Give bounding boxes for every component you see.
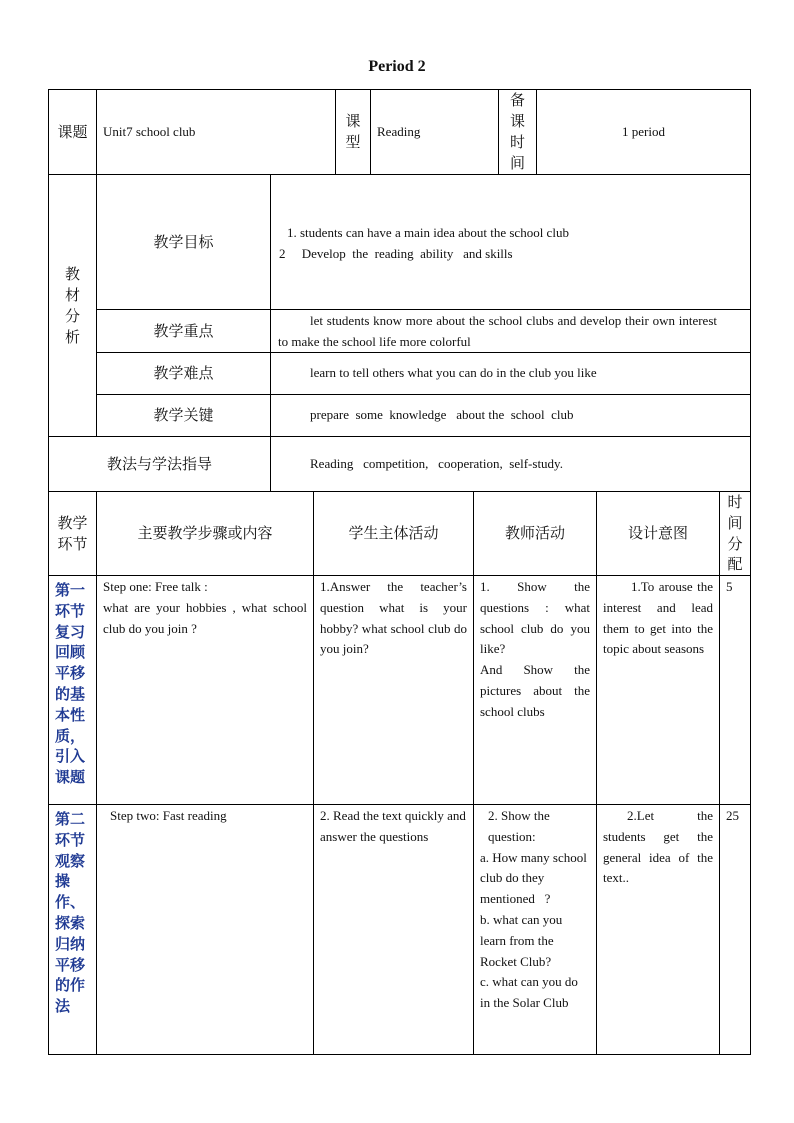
- student-line: 1.Answer the teacher’s question what is your hobby? what school club do you join?: [320, 579, 467, 657]
- student-cell: [313, 804, 473, 1055]
- prep-value: 1 period: [536, 89, 751, 174]
- prep-label: 备课时间: [509, 91, 525, 172]
- analysis-label-cell: [48, 174, 96, 436]
- content-line: what are your hobbies , what school club do you join ?: [103, 599, 307, 636]
- student-line: 2. Read the text quickly and answer the questions: [320, 808, 466, 844]
- key-label: 教学重点: [96, 309, 270, 352]
- key-cell: [270, 309, 751, 352]
- content-header: 主要教学步骤或内容: [96, 491, 313, 575]
- teacher-line: And Show the pictures about the school clubs: [480, 662, 590, 719]
- topic-label: 课题: [48, 89, 96, 174]
- crux-text: prepare some knowledge about the school club: [270, 394, 751, 436]
- teacher-line: a. How many school club do they: [480, 849, 587, 886]
- content-cell: [96, 804, 313, 1055]
- stage-cell: [48, 575, 96, 804]
- time-value: 25: [726, 808, 739, 823]
- content-cell: [96, 575, 313, 804]
- intent-cell: [596, 804, 719, 1055]
- intent-header: 设计意图: [596, 491, 719, 575]
- teacher-cell: [473, 575, 596, 804]
- method-text: Reading competition, cooperation, self-study.: [270, 436, 751, 491]
- intent-line: 1.To arouse the interest and lead them to get into the topic about seasons: [603, 579, 713, 657]
- time-value: 5: [726, 579, 733, 594]
- goal-line-2: 2 Develop the reading ability and skills: [279, 245, 513, 261]
- teacher-line: mentioned ?: [480, 891, 551, 907]
- method-label: 教法与学法指导: [48, 436, 270, 491]
- stage-cell: [48, 804, 96, 1055]
- key-text: let students know more about the school clubs and develop their own interest to make the school life more colorful: [278, 313, 717, 349]
- time-header: 时间分配: [727, 492, 743, 574]
- prep-label-cell: [498, 89, 536, 174]
- type-label-cell: [335, 89, 370, 174]
- teacher-header: 教师活动: [473, 491, 596, 575]
- intent-cell: [596, 575, 719, 804]
- teacher-line: 1. Show the questions : what school club do you like?: [480, 579, 590, 657]
- goal-label: 教学目标: [96, 174, 270, 309]
- topic-value: Unit7 school club: [96, 89, 335, 174]
- stage-header-cell: [48, 491, 96, 575]
- student-cell: [313, 575, 473, 804]
- analysis-label: 教材分析: [64, 264, 80, 346]
- teacher-line: 2. Show the question:: [488, 808, 550, 844]
- time-cell: [719, 575, 751, 804]
- student-header: 学生主体活动: [313, 491, 473, 575]
- goal-cell: [270, 174, 751, 309]
- stage-header: 教学环节: [57, 513, 88, 553]
- teacher-line: b. what can you learn from the Rocket Club?: [480, 911, 563, 969]
- intent-line: 2.Let the students get the general idea of the text..: [603, 808, 713, 886]
- content-line: Step two: Fast reading: [110, 808, 227, 823]
- time-cell: [719, 804, 751, 1055]
- teacher-line: c. what can you do in the Solar Club: [480, 974, 578, 1011]
- type-label: 课型: [345, 112, 361, 151]
- goal-line-1: 1. students can have a main idea about the school club: [287, 225, 569, 240]
- difficulty-text: learn to tell others what you can do in the club you like: [270, 352, 751, 394]
- page-title: Period 2: [368, 58, 426, 75]
- stage-text: 第二环节观察操作、探索归纳平移的作法: [55, 810, 86, 1016]
- teacher-cell: [473, 804, 596, 1055]
- crux-label: 教学关键: [96, 394, 270, 436]
- time-header-cell: [719, 491, 751, 575]
- stage-text: 第一环节复习回顾平移的基本性质，引入课题: [55, 581, 86, 787]
- type-value: Reading: [370, 89, 498, 174]
- difficulty-label: 教学难点: [96, 352, 270, 394]
- content-line: Step one: Free talk :: [103, 579, 208, 594]
